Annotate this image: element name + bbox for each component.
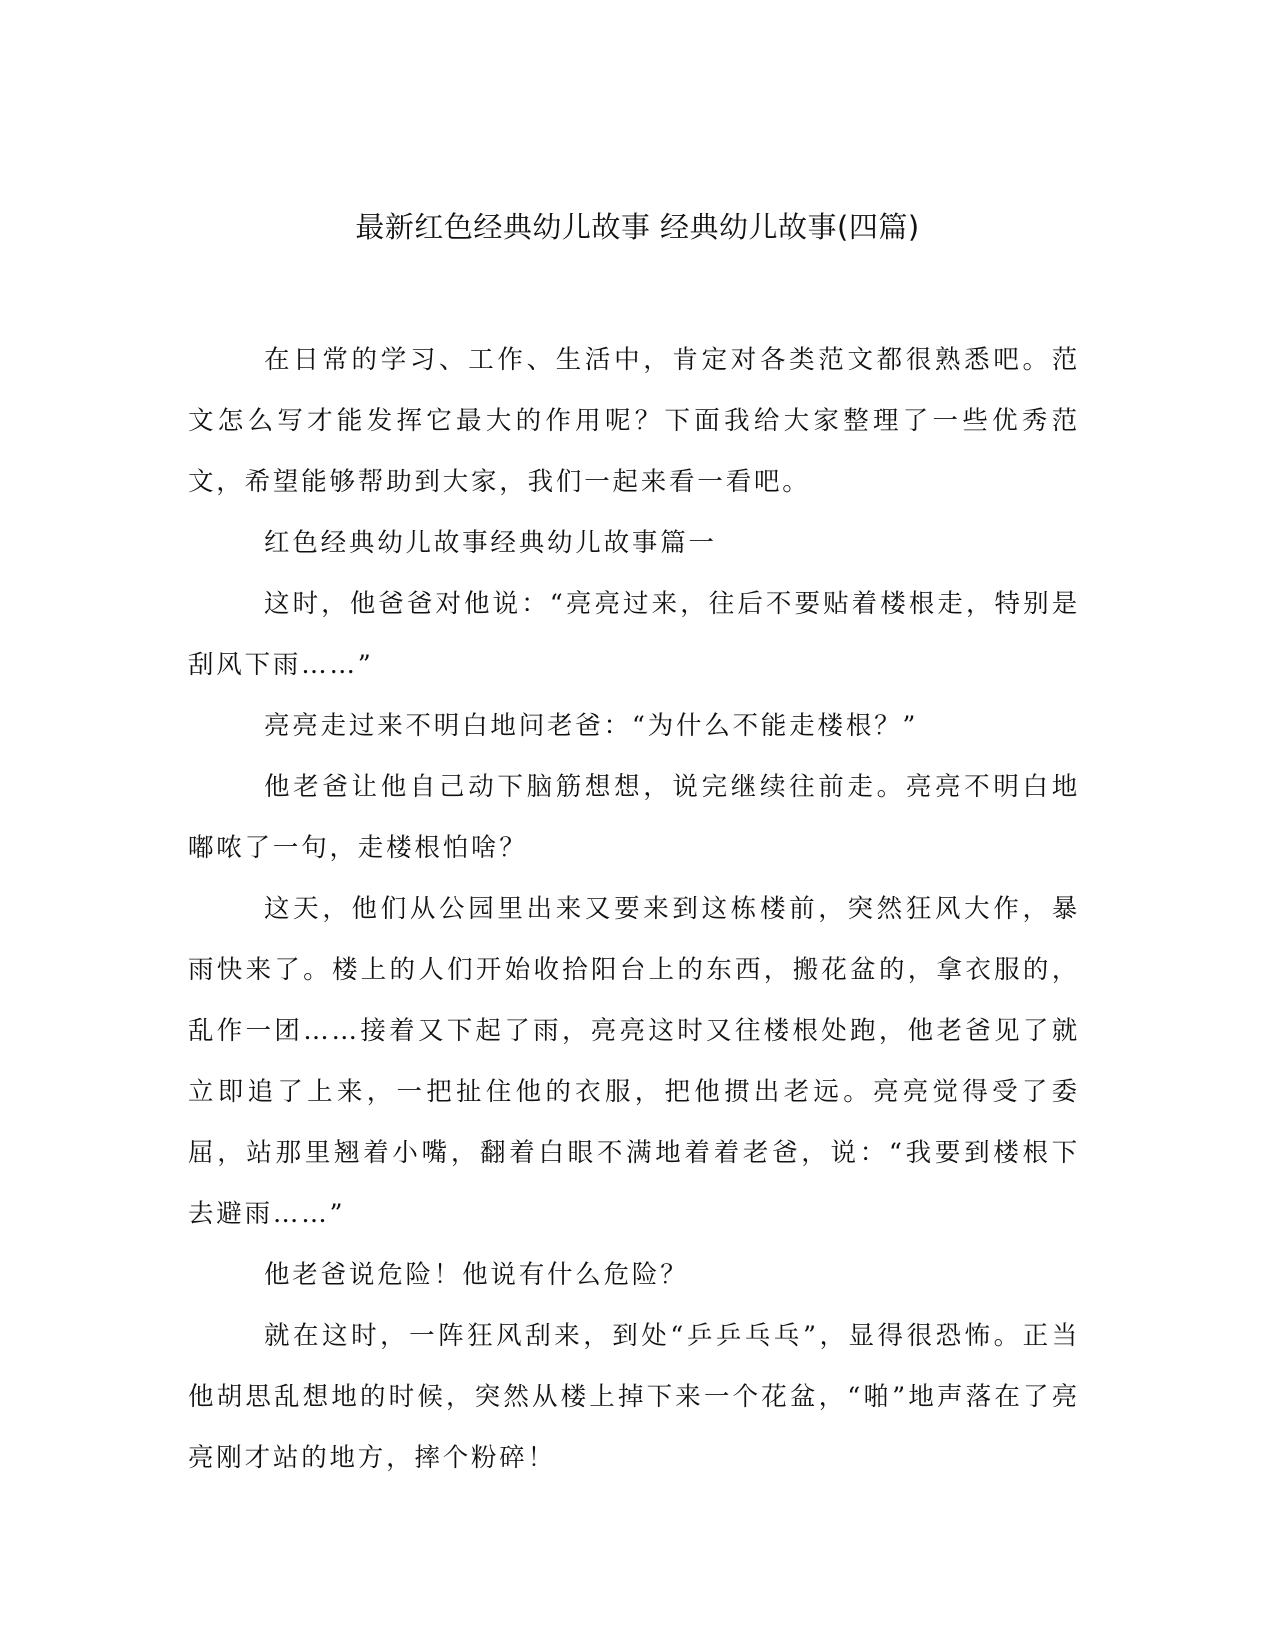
paragraph: 他老爸让他自己动下脑筋想想，说完继续往前走。亮亮不明白地嘟哝了一句，走楼根怕啥？ (188, 772, 1080, 863)
paragraph: 这时，他爸爸对他说：“亮亮过来，往后不要贴着楼根走，特别是刮风下雨……” (188, 589, 1080, 680)
document-body (188, 330, 1080, 1489)
paragraph: 就在这时，一阵狂风刮来，到处“乒乒乓乓”，显得很恐怖。正当他胡思乱想地的时候，突然从楼上掉下来一个花盆，“啪”地声落在了亮亮刚才站的地方，摔个粉碎！ (188, 1321, 1080, 1473)
paragraph-intro: 在日常的学习、工作、生活中，肯定对各类范文都很熟悉吧。范文怎么写才能发挥它最大的作用呢？下面我给大家整理了一些优秀范文，希望能够帮助到大家，我们一起来看一看吧。 (188, 345, 1080, 497)
section-heading: 红色经典幼儿故事经典幼儿故事篇一 (264, 528, 717, 558)
paragraph: 这天，他们从公园里出来又要来到这栋楼前，突然狂风大作，暴雨快来了。楼上的人们开始收拾阳台上的东西，搬花盆的，拿衣服的，乱作一团……接着又下起了雨，亮亮这时又往楼根处跑，他老爸见了就立即追了上来，一把扯住他的衣服，把他掼出老远。亮亮觉得受了委屈，站那里翘着小嘴，翻着白眼不满地着着老爸，说：“我要到楼根下去避雨……” (188, 894, 1080, 1229)
paragraph: 亮亮走过来不明白地问老爸：“为什么不能走楼根？” (264, 711, 919, 741)
document-title: 最新红色经典幼儿故事 经典幼儿故事(四篇) (355, 210, 920, 244)
paragraph: 他老爸说危险！他说有什么危险？ (264, 1260, 689, 1290)
